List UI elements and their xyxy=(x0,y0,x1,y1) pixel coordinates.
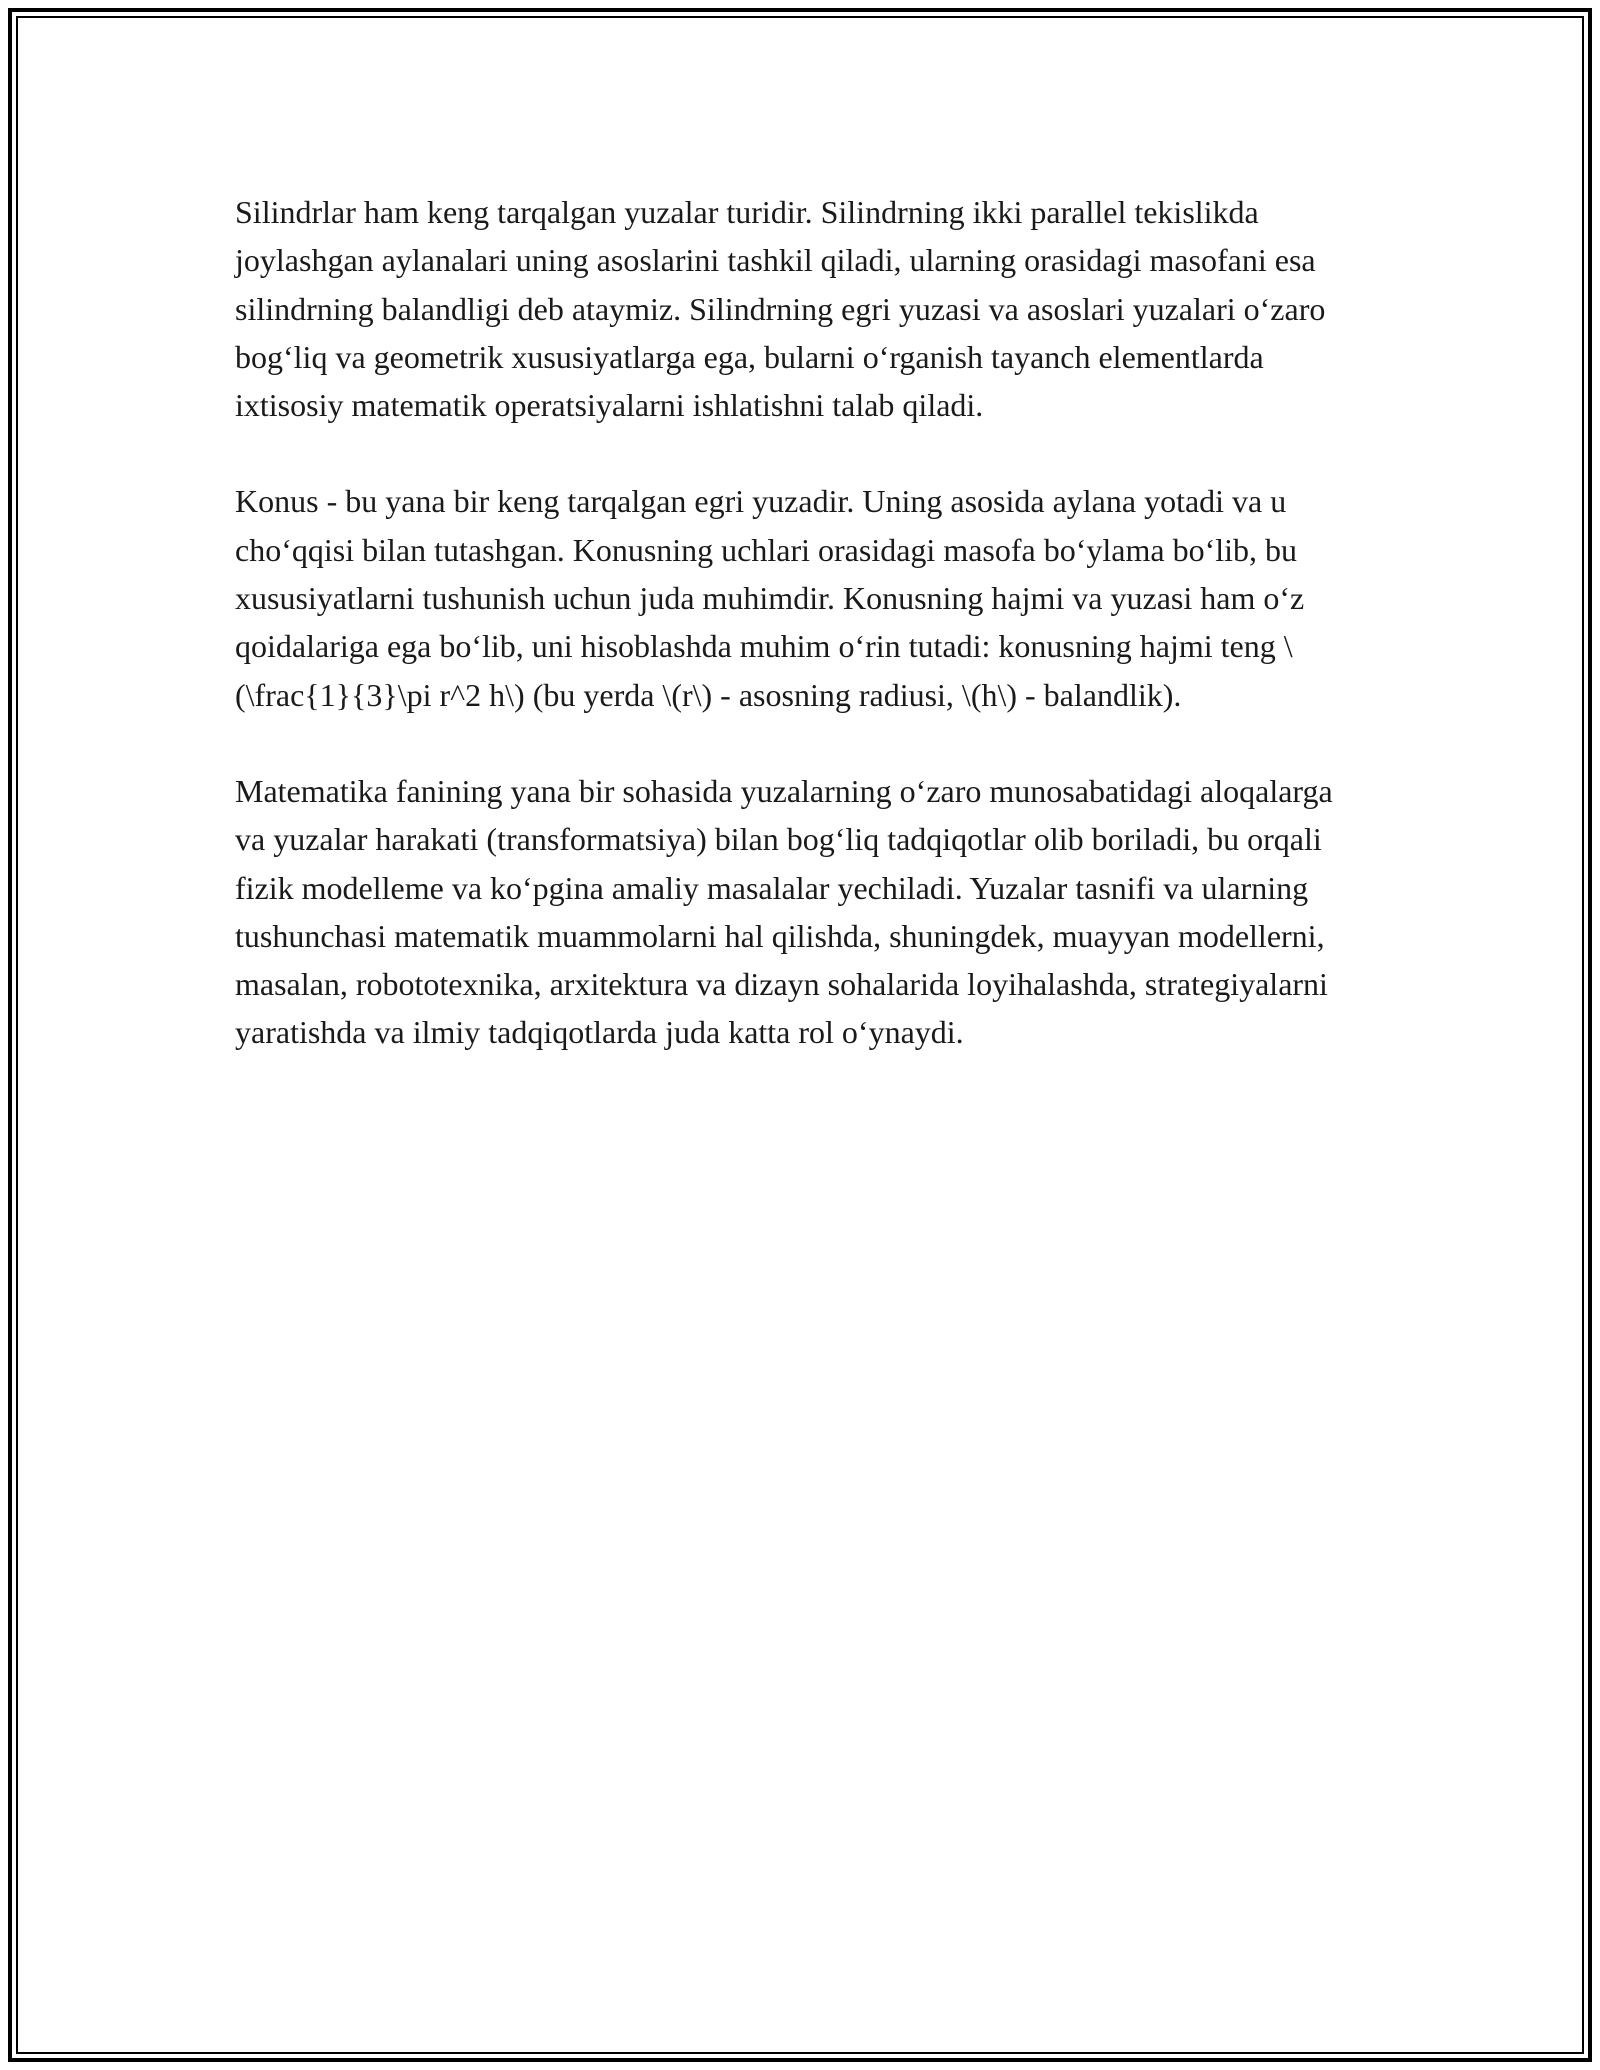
document-body xyxy=(235,188,1355,1105)
paragraph-surfaces-applications: Matematika fanining yana bir sohasida yuzalarning o‘zaro munosabatidagi aloqalarga va yuzalar harakati (transformatsiya) bilan bog‘liq tadqiqotlar olib boriladi, bu orqali fizik modelleme va ko‘pgina amaliy masalalar yechiladi. Yuzalar tasnifi va ularning tushunchasi matematik muammolarni hal qilishda, shuningdek, muayyan modellerni, masalan, robototexnika, arxitektura va dizayn sohalarida loyihalashda, strategiyalarni yaratishda va ilmiy tadqiqotlarda juda katta rol o‘ynaydi. xyxy=(235,772,1333,1051)
paragraph-cylinders: Silindrlar ham keng tarqalgan yuzalar turidir. Silindrning ikki parallel tekislikda joylashgan aylanalari uning asoslarini tashkil qiladi, ularning orasidagi masofani esa silindrning balandligi deb ataymiz. Silindrning egri yuzasi va asoslari yuzalari o‘zaro bog‘liq va geometrik xususiyatlarga ega, bularni o‘rganish tayanch elementlarda ixtisosiy matematik operatsiyalarni ishlatishni talab qiladi. xyxy=(235,194,1326,424)
paragraph-cone: Konus - bu yana bir keng tarqalgan egri yuzadir. Uning asosida aylana yotadi va u cho‘qqisi bilan tutashgan. Konusning uchlari orasidagi masofa bo‘ylama bo‘lib, bu xususiyatlarni tushunish uchun juda muhimdir. Konusning hajmi va yuzasi ham o‘z qoidalariga ega bo‘lib, uni hisoblashda muhim o‘rin tutadi: konusning hajmi teng \(\frac{1}{3}\pi r^2 h\) (bu yerda \(r\) - asosning radiusi, \(h\) - balandlik). xyxy=(235,483,1305,713)
